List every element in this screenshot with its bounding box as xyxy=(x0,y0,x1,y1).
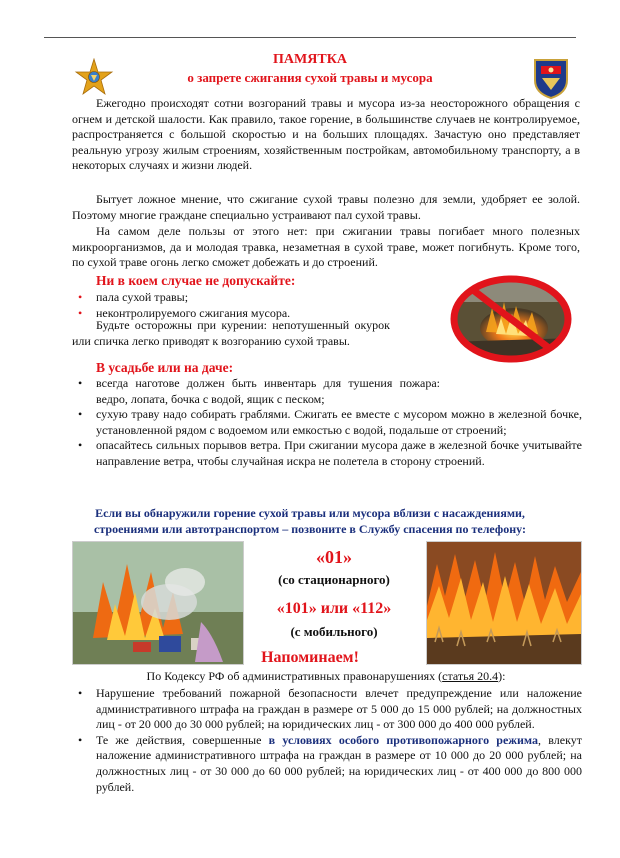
grass-fire-photo xyxy=(426,541,582,665)
top-rule xyxy=(44,37,576,38)
page-title: ПАМЯТКА xyxy=(273,52,347,67)
intro-paragraph-3: На самом деле пользы от этого нет: при сжигании травы погибает много полезных микроорганизмов, да и молодая травка, незаметная в сухой траве, может погибнуть. Кроме того, по сухой траве огонь легко сможет добежать и до строений. xyxy=(72,224,580,270)
landline-label: (со стационарного) xyxy=(278,572,390,587)
fine-item-2 xyxy=(72,733,582,795)
mobile-number: «101» или «112» xyxy=(276,600,392,617)
never-list xyxy=(72,290,392,321)
home-item: • всегда наготове должен быть инвентарь для тушения пожара: ведро, лопата, бочка с водой, ящик с песком; xyxy=(72,376,440,407)
never-item: • неконтролируемого сжигания мусора. xyxy=(72,306,392,322)
intro-paragraph-1: Ежегодно происходят сотни возгораний травы и мусора из-за неосторожного обращения с огнем и детской шалости. Как правило, такое горение, в большинстве случаев не контролируемое, распространяется с большой скоростью и на больших площадях. Зачастую оно представляет реальную угрозу жилым строениям, хозяйственным постройкам, автомобильному транспорту, а в некоторых случаях и жизни людей. xyxy=(72,96,580,173)
home-heading: В усадьбе или на даче: xyxy=(96,360,234,375)
burning-trash-photo xyxy=(72,541,244,665)
code-before: По Кодексу РФ об административных правонарушениях ( xyxy=(146,669,443,683)
code-after: ): xyxy=(498,669,506,683)
mobile-label: (с мобильного) xyxy=(290,624,378,639)
home-item: • опасайтесь сильных порывов ветра. При сжигании мусора даже в железной бочке учитывайте направление ветра, чтобы случайная искра не полетела в сторону строений. xyxy=(72,438,582,469)
fine-item-1: • Нарушение требований пожарной безопасности влечет предупреждение или наложение административного штрафа на граждан в размере от 5 000 до 15 000 рублей; на должностных лиц - от 20 000 до 30 000 рублей; на юридических лиц - от 300 000 до 400 000 рублей. xyxy=(72,686,582,733)
alert-line-2: строениями или автотранспортом – позвоните в Службу спасения по телефону: xyxy=(94,522,526,536)
home-list xyxy=(72,376,582,470)
no-burning-grass-icon xyxy=(446,272,576,366)
article-link[interactable]: статья 20.4 xyxy=(442,669,499,683)
fine2-before: Те же действия, совершенные xyxy=(96,732,269,747)
page-subtitle: о запрете сжигания сухой травы и мусора xyxy=(187,70,433,85)
remind-heading: Напоминаем! xyxy=(261,649,359,666)
fine2-highlight: в условиях особого противопожарного режима xyxy=(268,732,539,747)
never-item: • пала сухой травы; xyxy=(72,290,392,306)
alert-line-1: Если вы обнаружили горение сухой травы или мусора вблизи с насаждениями, xyxy=(95,506,525,520)
home-item: • сухую траву надо собирать граблями. Сжигать ее вместе с мусором можно в железной бочке, установленной рядом с водоемом или емкостью с водой, подальше от строений; xyxy=(72,407,582,438)
intro-paragraph-2: Бытует ложное мнение, что сжигание сухой травы полезно для земли, удобряет ее золой. Поэтому многие граждане специально устраивают пал сухой травы. xyxy=(72,192,580,222)
fines-list xyxy=(72,686,582,795)
landline-number: «01» xyxy=(316,547,352,567)
code-reference xyxy=(72,669,580,685)
smoking-warning: Будьте осторожны при курении: непотушенный окурок или спичка легко приводят к возгоранию сухой травы. xyxy=(72,318,390,348)
fine2-after: , влекут наложение административного штрафа на граждан в размере от 10 000 до 20 000 рублей; на должностных лиц - от 30 000 до 60 000 рублей; на юридических лиц - от 400 000 до 800 000 рублей. xyxy=(96,732,582,794)
never-heading: Ни в коем случае не допускайте: xyxy=(96,273,296,288)
